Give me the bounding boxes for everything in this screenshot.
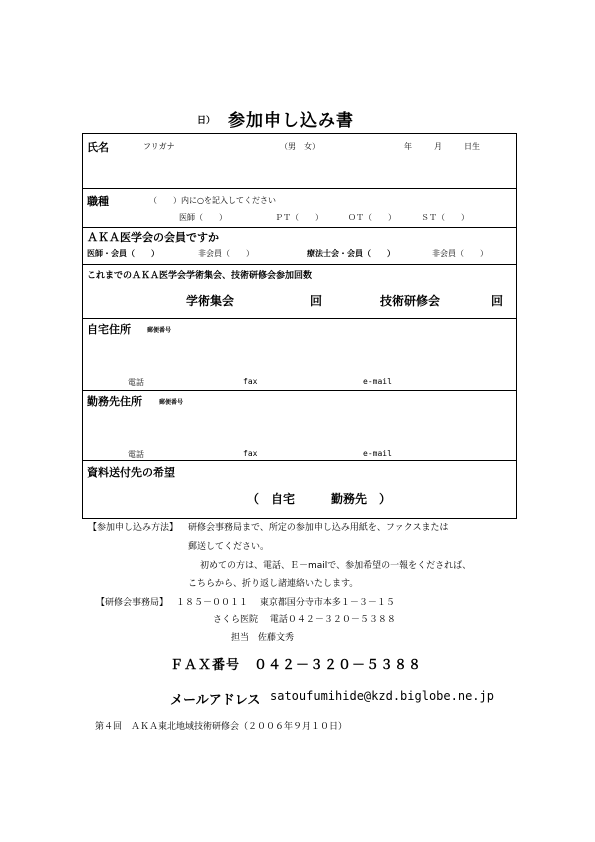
work-fax-label: fax	[243, 449, 258, 458]
occupation-option-ot[interactable]: ＯＴ（ ）	[348, 213, 396, 222]
office-contact-person: 担当 佐藤文秀	[231, 633, 295, 643]
row-divider	[83, 318, 516, 319]
method-line: 研修会事務局まで、所定の参加申し込み用紙を、ファクスまたは	[188, 523, 449, 533]
furigana-label: フリガナ	[143, 142, 175, 151]
work-address-label: 勤務先住所	[87, 395, 142, 408]
page-title: 参加申し込み書	[228, 111, 354, 131]
method-line: 郵送してください。	[188, 542, 270, 552]
home-postal-label: 郵便番号	[147, 327, 172, 334]
doctor-member-option[interactable]: 医師・会員（ ）	[87, 249, 159, 258]
row-divider	[83, 264, 516, 265]
attendance-question: これまでのＡＫＡ医学会学術集会、技術研修会参加回数	[87, 271, 313, 281]
occupation-option-st[interactable]: ＳＴ（ ）	[421, 213, 469, 222]
method-label: 【参加申し込み方法】	[88, 523, 179, 533]
row-divider	[83, 227, 516, 228]
home-address-label: 自宅住所	[87, 323, 131, 336]
home-tel-label: 電話	[128, 378, 144, 387]
registration-form	[82, 133, 517, 519]
office-label: 【研修会事務局】	[96, 598, 169, 608]
occupation-instruction: （ ）内に○を記入してください	[149, 196, 276, 205]
training-meeting-label: 技術研修会	[380, 294, 441, 308]
office-address: １８５－００１１ 東京都国分寺市本多１－３－１５	[176, 598, 395, 608]
work-tel-label: 電話	[128, 450, 144, 459]
occupation-label: 職種	[87, 195, 109, 208]
fax-number: ＦＡＸ番号 ０４２－３２０－５３８８	[170, 658, 423, 673]
doctor-nonmember-option[interactable]: 非会員（ ）	[198, 249, 254, 258]
row-divider	[83, 460, 516, 461]
gender-field[interactable]: （男 女）	[280, 142, 320, 151]
home-email-label: e-mail	[363, 377, 392, 386]
delivery-preference-label: 資料送付先の希望	[87, 466, 175, 479]
membership-question: ＡＫＡ医学会の会員ですか	[87, 231, 219, 244]
birth-day-label: 日生	[464, 142, 480, 151]
home-fax-label: fax	[243, 377, 258, 386]
delivery-options[interactable]: （ 自宅 勤務先 ）	[247, 492, 392, 506]
birth-year-label: 年	[404, 142, 412, 151]
work-email-label: e-mail	[363, 449, 392, 458]
occupation-option-doctor[interactable]: 医師（ ）	[179, 213, 227, 222]
method-line: こちらから、折り返し諸連絡いたします。	[188, 579, 359, 589]
name-label: 氏名	[87, 141, 109, 154]
birth-month-label: 月	[434, 142, 442, 151]
method-line: 初めての方は、電話、Ｅ－mailで、参加希望の一報をくだされば、	[200, 561, 472, 571]
row-divider	[83, 188, 516, 189]
academic-meeting-label: 学術集会	[186, 294, 235, 308]
therapist-nonmember-option[interactable]: 非会員（ ）	[432, 249, 488, 258]
email-label: メールアドレス	[170, 693, 261, 708]
email-address[interactable]: satoufumihide@kzd.biglobe.ne.jp	[270, 689, 494, 703]
row-divider	[83, 390, 516, 391]
training-count-unit: 回	[491, 294, 504, 308]
title-prefix: 日）	[197, 116, 216, 126]
therapist-member-option[interactable]: 療法士会・会員（ ）	[307, 249, 395, 258]
office-clinic: さくら医院 電話０４２－３２０－５３８８	[213, 615, 396, 625]
academic-count-unit: 回	[310, 294, 323, 308]
work-postal-label: 郵便番号	[159, 399, 184, 406]
footer-event-info: 第４回 ＡＫＡ東北地域技術研修会（２００６年９月１０日）	[95, 722, 348, 732]
occupation-option-pt[interactable]: ＰＴ（ ）	[275, 213, 323, 222]
